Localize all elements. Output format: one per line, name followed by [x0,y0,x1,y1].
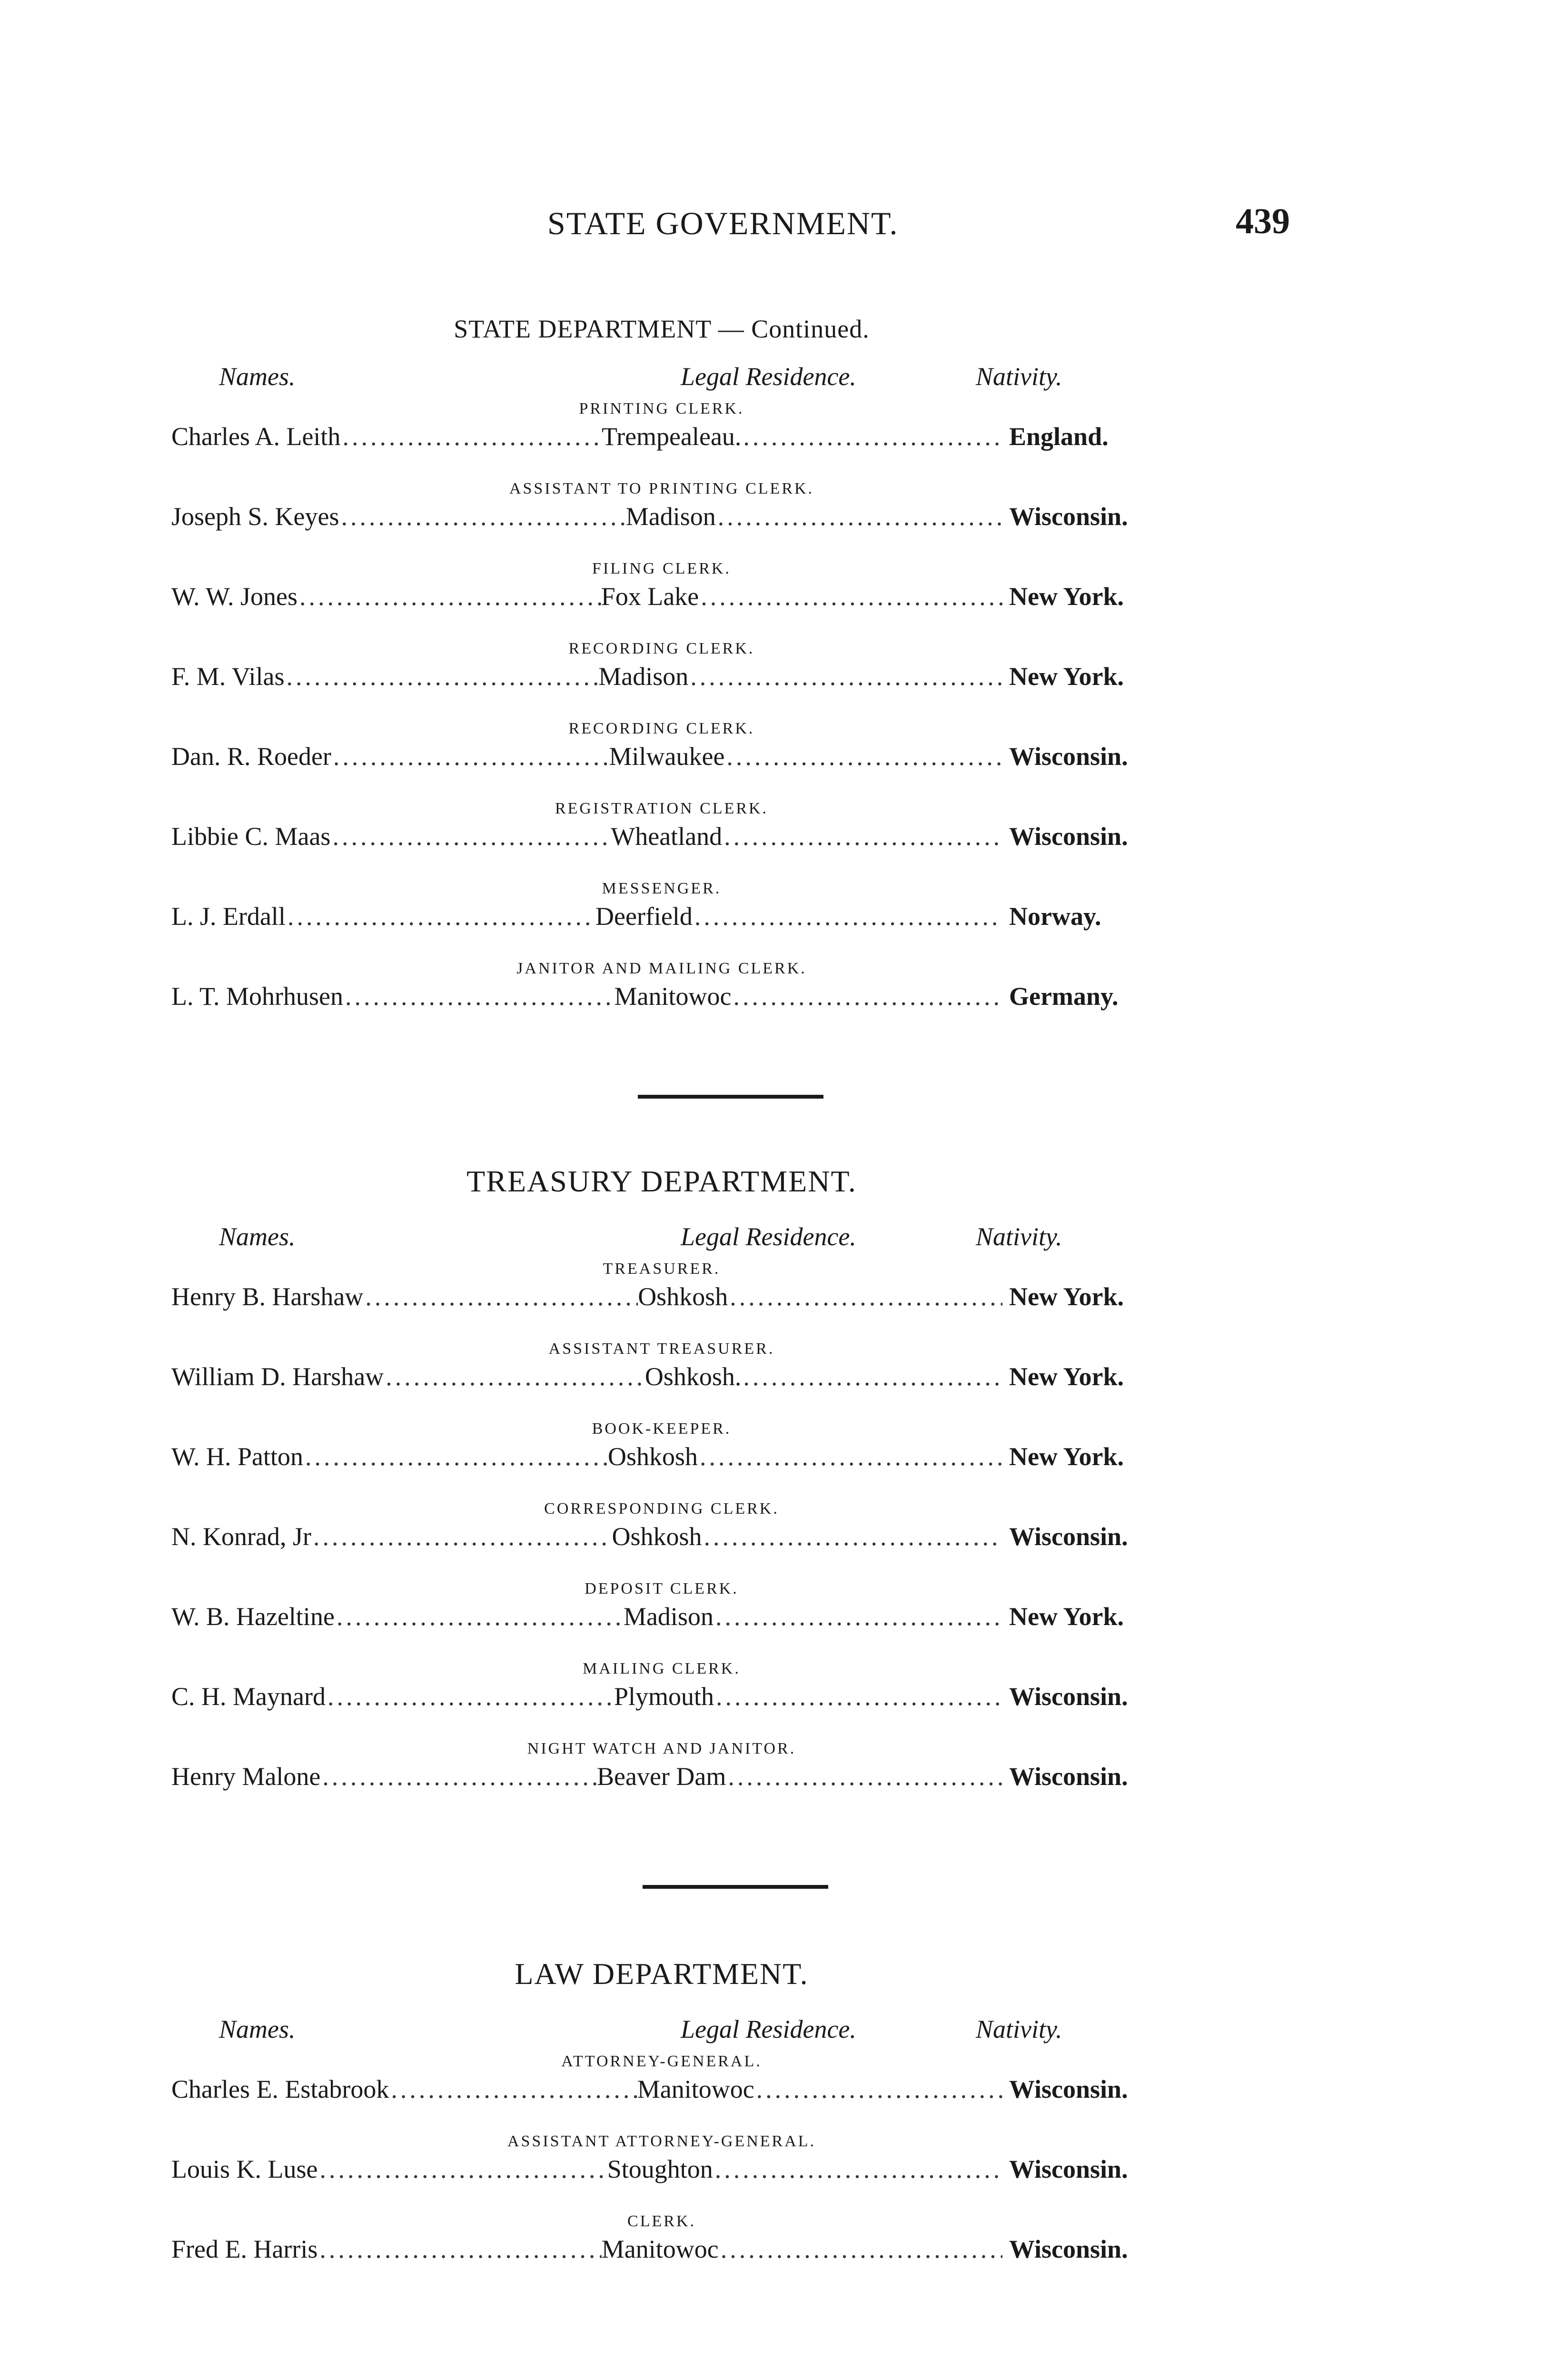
dot-leader [726,1762,1002,1791]
person-name: Henry B. Harshaw [171,1282,364,1311]
legal-residence: Stoughton [607,2155,713,2183]
entry-line [171,1442,1152,1471]
position-title: REGISTRATION CLERK. [555,800,769,817]
dot-leader [363,1282,638,1311]
section-title: LAW DEPARTMENT. [515,1957,809,1991]
section-law-department [171,1956,1152,2292]
legal-residence: Madison [623,1602,714,1631]
list-item [171,480,1152,560]
nativity: Wisconsin. [1009,2235,1128,2263]
nativity: Wisconsin. [1009,2075,1128,2103]
position-title: PRINTING CLERK. [579,400,744,417]
person-name: Fred E. Harris [171,2235,318,2263]
dot-leader [330,822,611,851]
person-name: Joseph S. Keyes [171,502,339,531]
list-item [171,720,1152,800]
list-item [171,2212,1152,2292]
section-divider [638,1095,823,1099]
dot-leader [719,2234,1002,2264]
person-name: W. H. Patton [171,1442,304,1471]
dot-leader [343,982,614,1011]
position-title: NIGHT WATCH AND JANITOR. [527,1740,796,1757]
position-title: JANITOR AND MAILING CLERK. [516,960,807,977]
position-title: CLERK. [627,2212,696,2230]
person-name: Dan. R. Roeder [171,742,331,771]
entry-line [171,1602,1152,1631]
column-headers [171,362,1152,400]
list-item [171,1660,1152,1740]
person-name: W. B. Hazeltine [171,1602,335,1631]
position-title: MESSENGER. [602,880,722,897]
dot-leader [741,1362,1002,1391]
legal-residence: Milwaukee [609,742,725,771]
column-header-residence: Legal Residence. [681,1222,856,1251]
entry-line [171,1282,1152,1311]
entry-line [171,982,1152,1011]
entry-list [171,1260,1152,1820]
list-item [171,1740,1152,1820]
position-title: ATTORNEY-GENERAL. [561,2053,762,2070]
dot-leader [741,422,1002,451]
column-header-nativity: Nativity. [976,2015,1062,2043]
column-header-names: Names. [219,362,296,391]
entry-list [171,400,1152,1040]
legal-residence: Fox Lake [601,582,699,611]
list-item [171,2132,1152,2212]
legal-residence: Oshkosh. [644,1362,742,1391]
list-item [171,1340,1152,1420]
nativity: New York. [1009,1362,1124,1391]
dot-leader [331,742,609,771]
dot-leader [326,1682,614,1711]
legal-residence: Oshkosh [612,1522,702,1551]
legal-residence: Deerfield [595,902,693,931]
legal-residence: Manitowoc [637,2075,754,2103]
nativity: Wisconsin. [1009,1522,1128,1551]
list-item [171,1260,1152,1340]
dot-leader [335,1602,624,1631]
nativity: New York. [1009,1602,1124,1631]
nativity: England. [1009,422,1109,451]
dot-leader [384,1362,645,1391]
dot-leader [693,902,1002,931]
list-item [171,960,1152,1040]
legal-residence: Madison [625,502,716,531]
person-name: William D. Harshaw [171,1362,384,1391]
person-name: F. M. Vilas [171,662,285,691]
dot-leader [714,1682,1002,1711]
nativity: Norway. [1009,902,1101,931]
legal-residence: Madison [598,662,689,691]
dot-leader [339,502,625,531]
list-item [171,880,1152,960]
entry-line [171,1762,1152,1791]
person-name: Charles A. Leith [171,422,341,451]
list-item [171,1580,1152,1660]
column-header-names: Names. [219,1222,296,1251]
dot-leader [702,1522,1002,1551]
dot-leader [716,502,1002,531]
dot-leader [714,1602,1002,1631]
position-title: TREASURER. [603,1260,721,1278]
position-title: CORRESPONDING CLERK. [544,1500,779,1517]
list-item [171,560,1152,640]
legal-residence: Trempealeau. [602,422,742,451]
dot-leader [340,422,602,451]
nativity: New York. [1009,662,1124,691]
column-header-residence: Legal Residence. [681,362,856,391]
dot-leader [320,1762,597,1791]
dot-leader [317,2154,607,2184]
position-title: BOOK-KEEPER. [592,1420,732,1438]
list-item [171,1420,1152,1500]
nativity: Wisconsin. [1009,1682,1128,1711]
dot-leader [688,662,1002,691]
dot-leader [728,1282,1002,1311]
nativity: Germany. [1009,982,1119,1011]
entry-line [171,1522,1152,1551]
nativity: Wisconsin. [1009,822,1128,851]
dot-leader [722,822,1002,851]
position-title: ASSISTANT ATTORNEY-GENERAL. [507,2132,816,2150]
nativity: Wisconsin. [1009,1762,1128,1791]
entry-list [171,2053,1152,2292]
dot-leader [724,742,1002,771]
list-item [171,800,1152,880]
page-number: 439 [1236,201,1290,241]
position-title: MAILING CLERK. [583,1660,741,1677]
person-name: Libbie C. Maas [171,822,331,851]
list-item [171,400,1152,480]
column-header-nativity: Nativity. [976,362,1062,391]
position-title: ASSISTANT TO PRINTING CLERK. [509,480,814,497]
entry-line [171,902,1152,931]
dot-leader [297,582,601,611]
entry-line [171,822,1152,851]
column-headers [171,1222,1152,1260]
entry-line [171,422,1152,451]
entry-line [171,742,1152,771]
nativity: Wisconsin. [1009,2155,1128,2183]
person-name: Henry Malone [171,1762,321,1791]
column-header-residence: Legal Residence. [681,2015,856,2043]
legal-residence: Manitowoc [601,2235,719,2263]
entry-line [171,662,1152,691]
legal-residence: Beaver Dam [597,1762,726,1791]
position-title: ASSISTANT TREASURER. [548,1340,775,1358]
dot-leader [699,582,1002,611]
nativity: Wisconsin. [1009,502,1128,531]
legal-residence: Manitowoc [614,982,732,1011]
dot-leader [311,1522,612,1551]
person-name: N. Konrad, Jr [171,1522,311,1551]
position-title: RECORDING CLERK. [568,720,755,737]
column-header-names: Names. [219,2015,296,2043]
section-title: STATE DEPARTMENT — Continued. [454,315,870,343]
legal-residence: Oshkosh [607,1442,698,1471]
entry-line [171,2074,1152,2104]
legal-residence: Oshkosh [638,1282,728,1311]
section-state-department [171,314,1152,1040]
person-name: L. J. Erdall [171,902,286,931]
nativity: New York. [1009,1282,1124,1311]
dot-leader [389,2074,637,2104]
dot-leader [317,2234,601,2264]
section-divider [643,1885,828,1889]
list-item [171,640,1152,720]
person-name: L. T. Mohrhusen [171,982,343,1011]
position-title: RECORDING CLERK. [568,640,755,657]
running-title: STATE GOVERNMENT. [547,205,899,241]
person-name: Charles E. Estabrook [171,2075,389,2103]
nativity: Wisconsin. [1009,742,1128,771]
dot-leader [303,1442,608,1471]
person-name: Louis K. Luse [171,2155,318,2183]
entry-line [171,2234,1152,2264]
person-name: C. H. Maynard [171,1682,326,1711]
running-head [171,201,1290,252]
dot-leader [713,2154,1002,2184]
entry-line [171,1362,1152,1391]
person-name: W. W. Jones [171,582,298,611]
nativity: New York. [1009,582,1124,611]
entry-line [171,1682,1152,1711]
dot-leader [698,1442,1002,1471]
legal-residence: Plymouth [614,1682,714,1711]
entry-line [171,2154,1152,2184]
legal-residence: Wheatland [611,822,723,851]
column-headers [171,2014,1152,2053]
entry-line [171,582,1152,611]
column-header-nativity: Nativity. [976,1222,1062,1251]
dot-leader [754,2074,1002,2104]
dot-leader [731,982,1002,1011]
nativity: New York. [1009,1442,1124,1471]
dot-leader [285,662,599,691]
entry-line [171,502,1152,531]
section-title: TREASURY DEPARTMENT. [466,1164,857,1198]
position-title: DEPOSIT CLERK. [585,1580,739,1597]
position-title: FILING CLERK. [592,560,731,577]
list-item [171,1500,1152,1580]
list-item [171,2053,1152,2132]
dot-leader [286,902,595,931]
section-treasury-department [171,1164,1152,1820]
